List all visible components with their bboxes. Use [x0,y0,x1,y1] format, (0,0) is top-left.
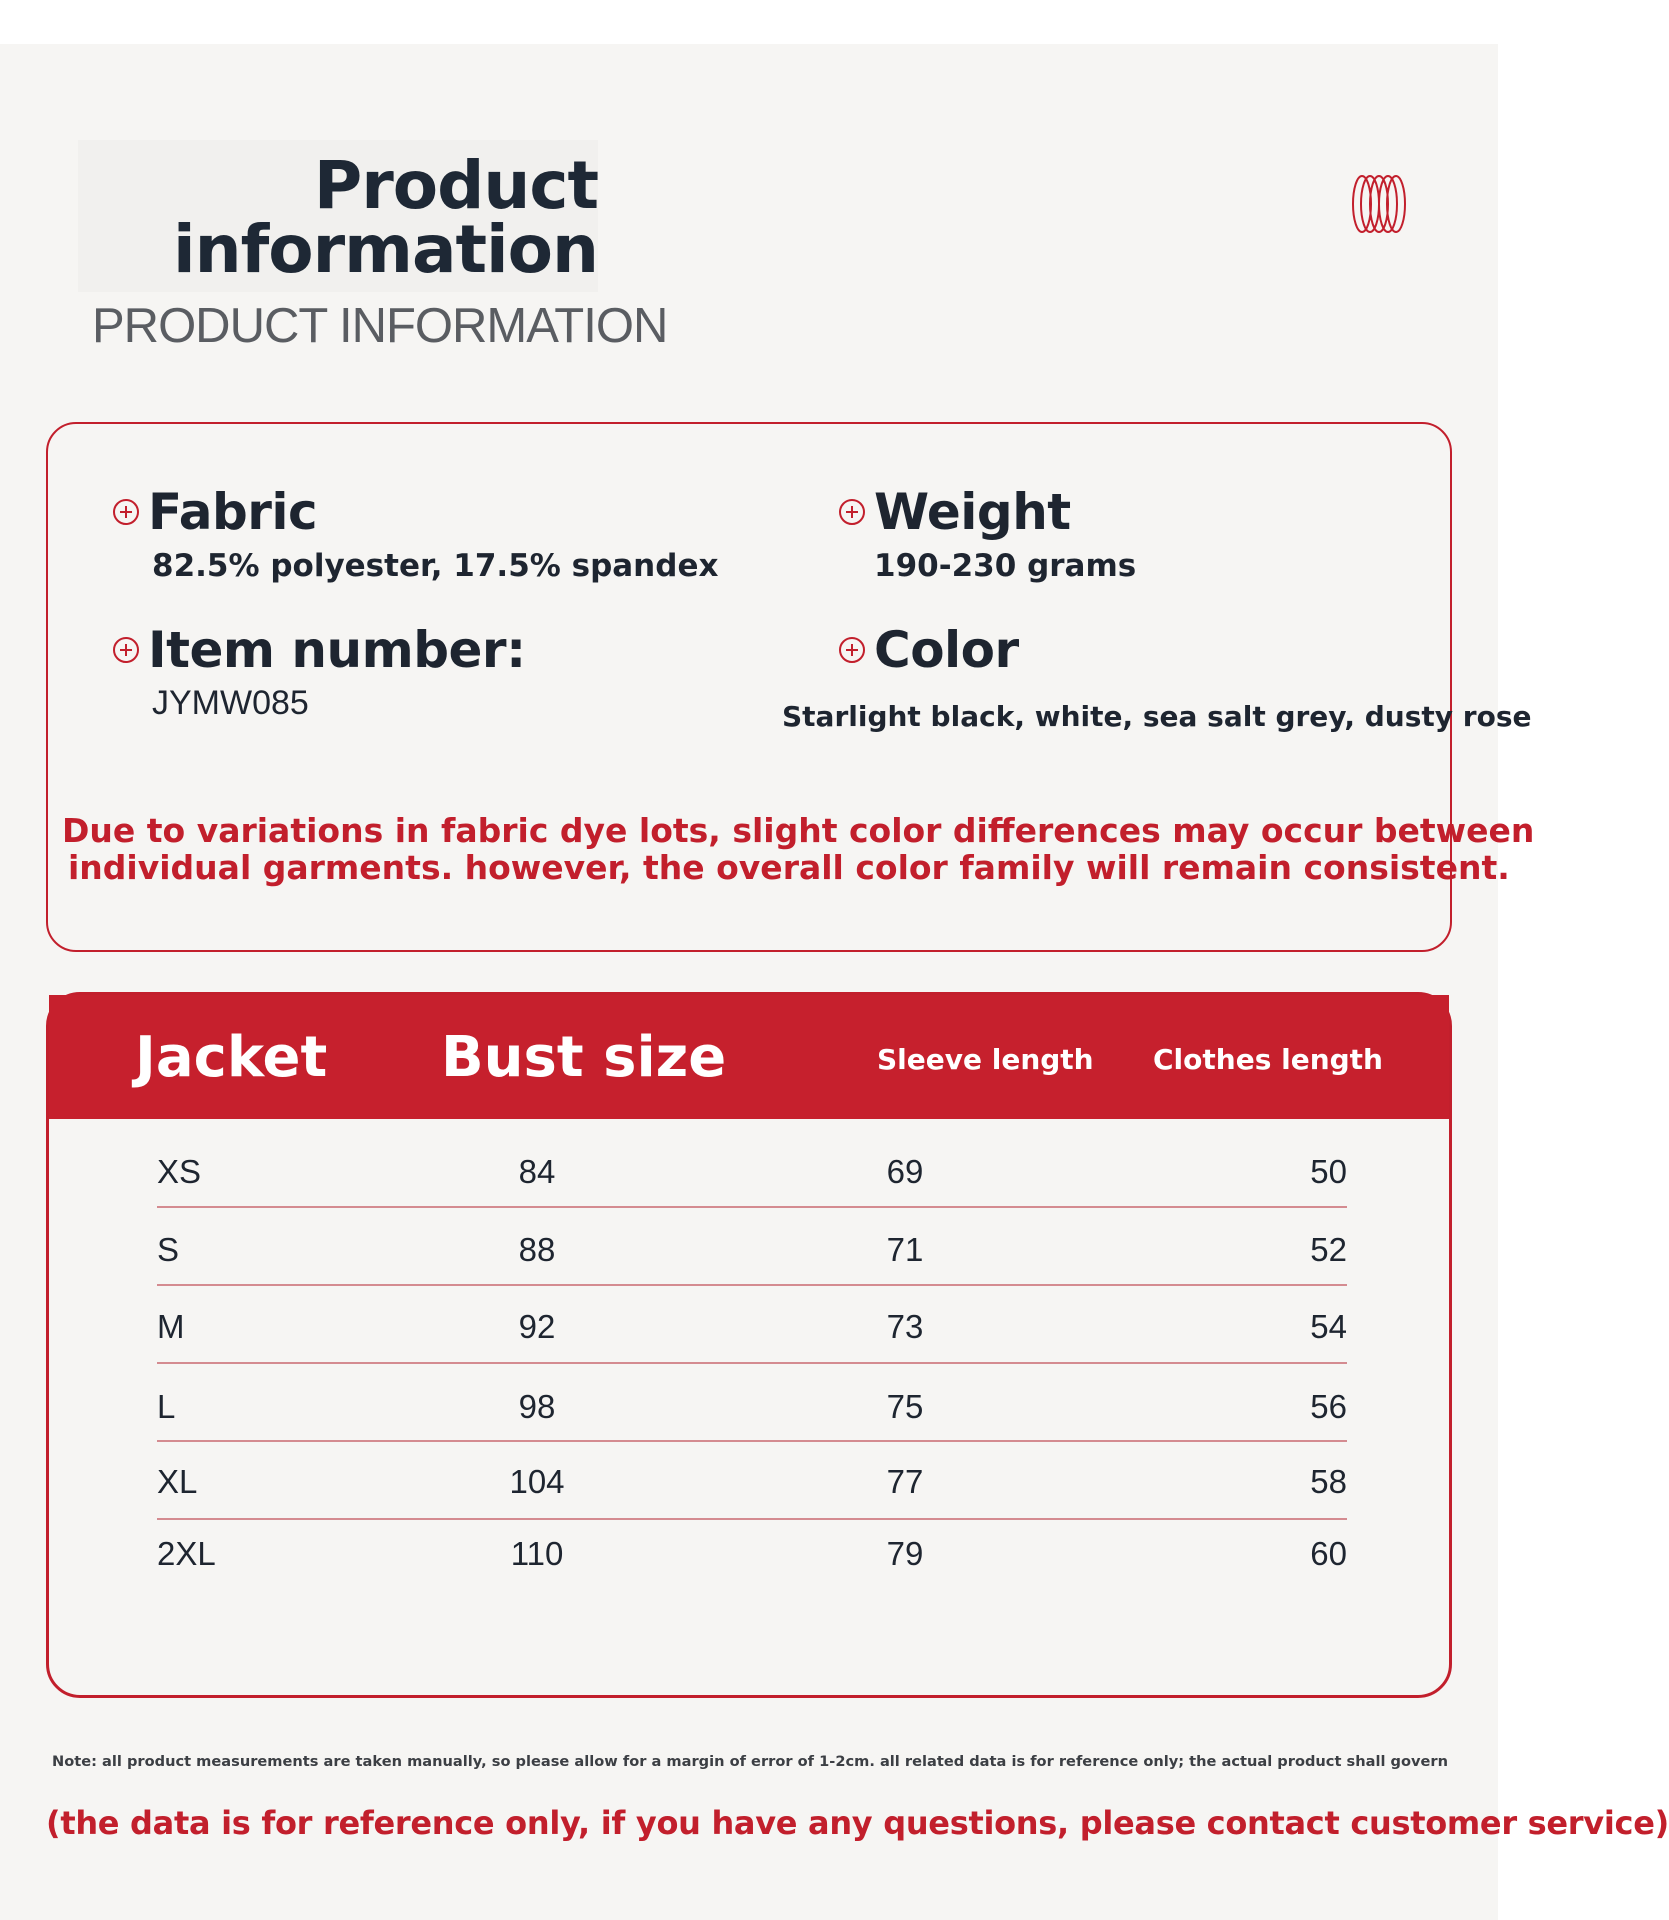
size-table-header [49,995,1449,1119]
weight-value: 190-230 grams [874,548,1137,584]
row-divider [157,1284,1347,1286]
contact-note: (the data is for reference only, if you have any questions, please contact customer service) [46,1804,1669,1842]
header-sleeve-length: Sleeve length [877,1043,1094,1076]
header-bust-size: Bust size [441,1025,727,1090]
bust-cell: 104 [509,1463,565,1500]
length-cell: 52 [1310,1231,1347,1268]
plus-circle-icon [838,636,866,664]
color-variation-note [62,812,1534,886]
sleeve-cell: 77 [886,1463,924,1500]
color-block [838,622,1019,678]
color-label: Color [874,621,1019,679]
page-title-line1: Product [313,147,598,224]
table-row [157,1387,1347,1447]
measurement-note: Note: all product measurements are taken manually, so please allow for a margin of error of 1-2cm. all related data is for reference only; the actual product shall govern [52,1753,1448,1770]
sleeve-cell: 75 [886,1388,924,1425]
row-divider [157,1518,1347,1520]
length-cell: 50 [1310,1153,1347,1190]
product-info-card [46,422,1535,952]
header-clothes-length: Clothes length [1153,1043,1383,1076]
row-divider [157,1206,1347,1208]
plus-circle-icon [112,636,140,664]
table-row [157,1230,1347,1290]
header-jacket: Jacket [135,1025,328,1090]
page-title-line2: information [172,211,598,288]
size-cell: XL [157,1463,198,1500]
table-row [157,1152,1347,1212]
sleeve-cell: 69 [886,1153,924,1190]
page-subtitle: PRODUCT INFORMATION [92,299,668,353]
length-cell: 56 [1310,1388,1347,1425]
table-row [157,1534,1347,1594]
plus-circle-icon [838,498,866,526]
bust-cell: 92 [518,1308,556,1345]
size-cell: 2XL [157,1535,216,1572]
page-title [172,147,598,288]
item-number-label: Item number: [148,621,526,679]
color-value: Starlight black, white, sea salt grey, dusty rose [782,700,1532,733]
fabric-value: 82.5% polyester, 17.5% spandex [152,548,719,584]
size-cell: M [157,1308,185,1345]
table-row [157,1462,1347,1522]
length-cell: 54 [1310,1308,1347,1345]
item-number-value: JYMW085 [152,684,309,722]
length-cell: 60 [1310,1535,1347,1572]
bust-cell: 88 [518,1231,556,1268]
sleeve-cell: 73 [886,1308,924,1345]
size-cell: L [157,1388,176,1425]
table-row [157,1307,1347,1367]
note-line-2: individual garments. however, the overall color family will remain consistent. [68,848,1510,887]
title-block [78,140,598,292]
fabric-label: Fabric [148,483,318,541]
row-divider [157,1440,1347,1442]
row-divider [157,1362,1347,1364]
weight-label: Weight [874,483,1071,541]
size-cell: S [157,1231,180,1268]
sleeve-cell: 79 [886,1535,924,1572]
note-line-1: Due to variations in fabric dye lots, slight color differences may occur between [62,811,1535,850]
length-cell: 58 [1310,1463,1347,1500]
sleeve-cell: 71 [886,1231,924,1268]
weight-block [838,484,1136,584]
bust-cell: 84 [518,1153,556,1190]
fabric-block [112,484,718,584]
size-cell: XS [157,1153,202,1190]
bust-cell: 110 [510,1535,564,1572]
size-table [46,992,1452,1698]
rings-icon [1350,174,1408,234]
plus-circle-icon [112,498,140,526]
bust-cell: 98 [518,1388,556,1425]
item-number-block [112,622,526,723]
